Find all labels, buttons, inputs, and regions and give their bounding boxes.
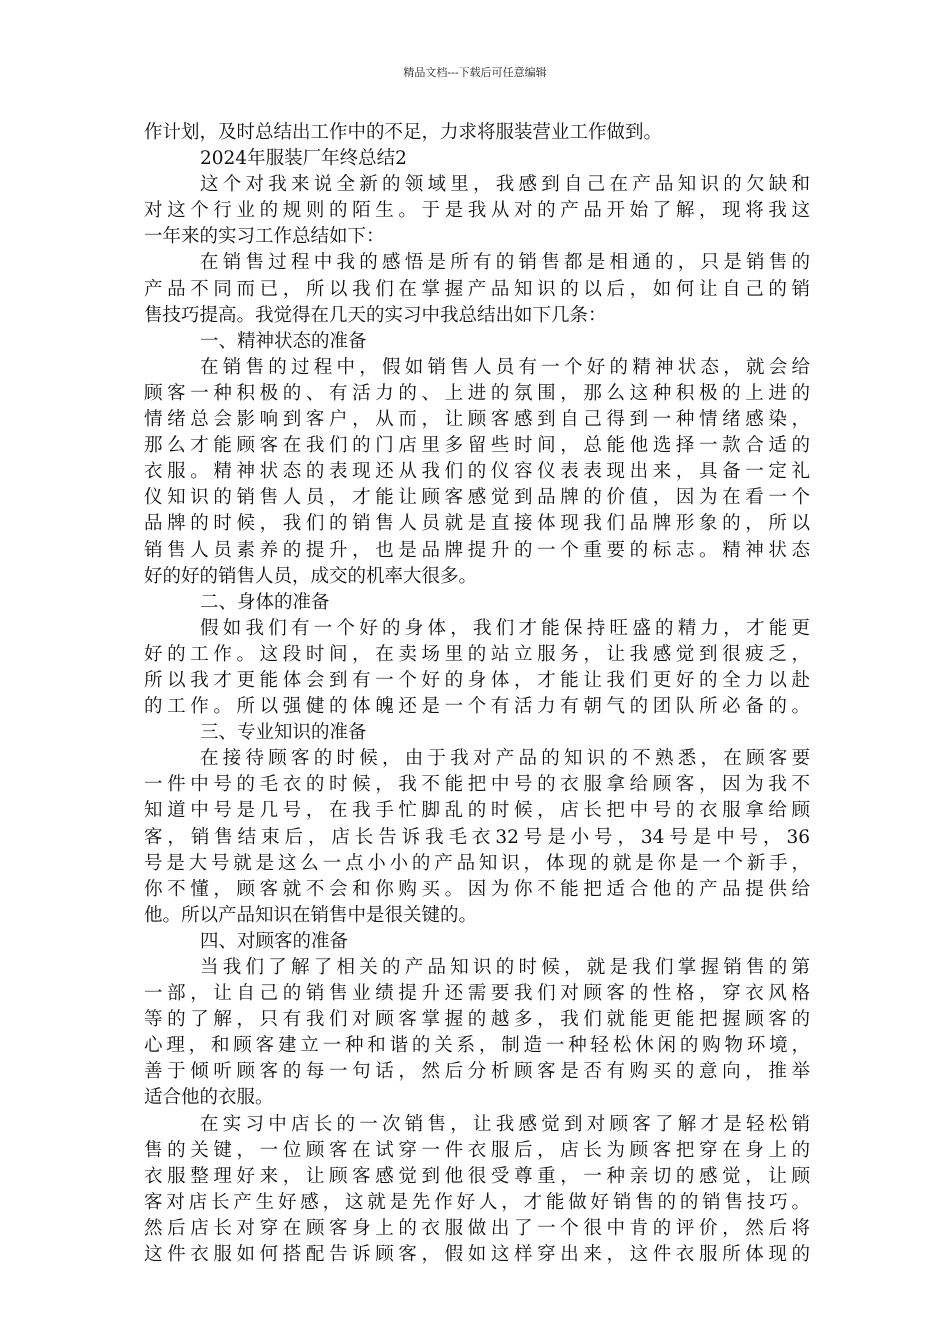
text-line: 衣服。精神状态的表现还从我们的仪容仪表表现出来，具备一定礼 [144, 461, 810, 483]
text-line: 在销售的过程中，假如销售人员有一个好的精神状态，就会给 [200, 356, 810, 378]
page-header: 精品文档---下载后可任意编辑 [403, 66, 547, 79]
text-line: 号是大号就是这么一点小小的产品知识，体现的就是你是一个新手， [144, 852, 810, 874]
text-line: 当我们了解了相关的产品知识的时候，就是我们掌握销售的第 [200, 957, 810, 978]
text-line: 一件中号的毛衣的时候，我不能把中号的衣服拿给顾客，因为我不 [144, 774, 810, 796]
text-line: 他。所以产品知识在销售中是很关键的。 [144, 904, 478, 926]
text-line: 售技巧提高。我觉得在几天的实习中我总结出如下几条： [144, 304, 607, 326]
text-line: 心理，和顾客建立一种和谐的关系，制造一种轻松休闲的购物环境， [144, 1035, 810, 1057]
text-line: 仪知识的销售人员，才能让顾客感觉到品牌的价值，因为在看一个 [144, 487, 810, 509]
text-line: 所以我才更能体会到有一个好的身体，才能让我们更好的全力以赴 [144, 669, 810, 691]
text-line: 那么才能顾客在我们的门店里多留些时间，总能他选择一款合适的 [144, 435, 810, 457]
text-line: 假如我们有一个好的身体，我们才能保持旺盛的精力，才能更 [200, 617, 810, 639]
text-line: 在实习中店长的一次销售，让我感觉到对顾客了解才是轻松销 [200, 1113, 810, 1135]
text-line: 品牌的时候，我们的销售人员就是直接体现我们品牌形象的，所以 [144, 513, 810, 535]
text-line: 一年来的实习工作总结如下： [144, 226, 385, 248]
text-line: 等的了解，只有我们对顾客掌握的越多，我们就能更能把握顾客的 [144, 1009, 810, 1031]
text-line: 在销售过程中我的感悟是所有的销售都是相通的，只是销售的 [200, 252, 810, 274]
text-line: 你不懂，顾客就不会和你购买。因为你不能把适合他的产品提供给 [144, 878, 810, 900]
text-line: 衣服整理好来，让顾客感觉到他很受尊重，一种亲切的感觉，让顾 [144, 1165, 810, 1187]
text-line: 适合他的衣服。 [144, 1087, 274, 1109]
text-line: 一部，让自己的销售业绩提升还需要我们对顾客的性格，穿衣风格 [144, 983, 810, 1005]
text-line: 客，销售结束后，店长告诉我毛衣32号是小号，34号是中号，36 [144, 826, 810, 848]
text-line: 销售人员素养的提升，也是品牌提升的一个重要的标志。精神状态 [144, 539, 810, 561]
section-heading: 四、对顾客的准备 [200, 930, 349, 952]
text-line: 的工作。所以强健的体魄还是一个有活力有朝气的团队所必备的。 [144, 696, 810, 718]
text-line: 客对店长产生好感，这就是先作好人，才能做好销售的的销售技巧。 [144, 1191, 810, 1213]
section-heading: 一、精神状态的准备 [200, 330, 367, 352]
text-line: 情绪总会影响到客户，从而，让顾客感到自己得到一种情绪感染， [144, 409, 810, 431]
section-heading: 三、专业知识的准备 [200, 722, 367, 744]
text-line: 善于倾听顾客的每一句话，然后分析顾客是否有购买的意向，推举 [144, 1061, 810, 1083]
section-heading: 2024年服装厂年终总结2 [200, 148, 407, 170]
text-line: 好的好的销售人员，成交的机率大很多。 [144, 565, 478, 587]
text-line: 这个对我来说全新的领域里，我感到自己在产品知识的欠缺和 [200, 174, 810, 196]
text-line: 售的关键，一位顾客在试穿一件衣服后，店长为顾客把穿在身上的 [144, 1139, 810, 1161]
text-line: 产品不同而已，所以我们在掌握产品知识的以后，如何让自己的销 [144, 278, 810, 300]
text-line: 知道中号是几号，在我手忙脚乱的时候，店长把中号的衣服拿给顾 [144, 800, 810, 822]
text-line: 顾客一种积极的、有活力的、上进的氛围，那么这种积极的上进的 [144, 382, 810, 404]
document-body [144, 120, 810, 1268]
section-heading: 二、身体的准备 [200, 591, 330, 613]
text-line: 然后店长对穿在顾客身上的衣服做出了一个很中肯的评价，然后将 [144, 1217, 810, 1239]
text-line: 好的工作。这段时间，在卖场里的站立服务，让我感觉到很疲乏， [144, 643, 810, 665]
text-line: 在接待顾客的时候，由于我对产品的知识的不熟悉，在顾客要 [200, 748, 810, 770]
text-line: 这件衣服如何搭配告诉顾客，假如这样穿出来，这件衣服所体现的 [144, 1244, 810, 1266]
text-line: 作计划，及时总结出工作中的不足，力求将服装营业工作做到。 [144, 122, 663, 143]
text-line: 对这个行业的规则的陌生。于是我从对的产品开始了解，现将我这 [144, 200, 810, 222]
